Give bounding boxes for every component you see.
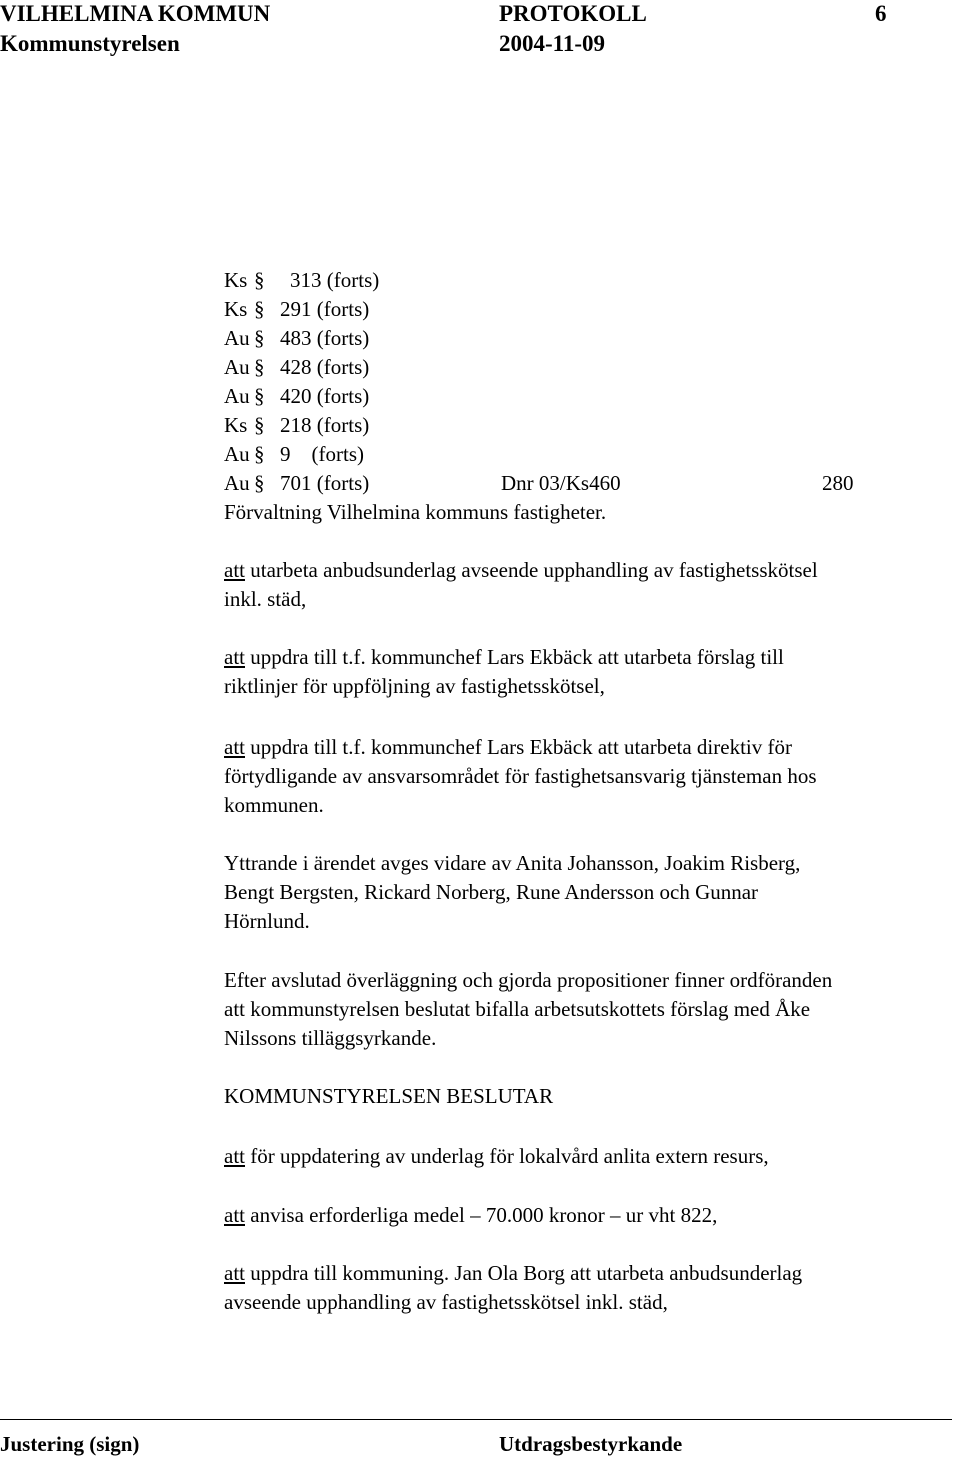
ref-number: 218 (forts) bbox=[280, 413, 370, 437]
footer-justering: Justering (sign) bbox=[0, 1432, 140, 1456]
header-date: 2004-11-09 bbox=[499, 31, 606, 56]
clause-line bbox=[224, 733, 792, 762]
decision-line bbox=[224, 1142, 769, 1171]
ref-number: 9 (forts) bbox=[280, 442, 364, 466]
header-body: Kommunstyrelsen bbox=[0, 31, 180, 56]
paragraph-line: Efter avslutad överläggning och gjorda propositioner finner ordföranden bbox=[224, 968, 833, 992]
ref-number: 313 (forts) bbox=[290, 268, 380, 292]
section-sign-icon: § bbox=[254, 442, 265, 466]
decision-text: anvisa erforderliga medel – 70.000 kronor – ur vht 822, bbox=[245, 1203, 718, 1227]
ref-kind: Ks bbox=[224, 268, 248, 292]
decision-text: för uppdatering av underlag för lokalvård anlita extern resurs, bbox=[245, 1144, 769, 1168]
clause-text: utarbeta anbudsunderlag avseende upphandling av fastighetsskötsel bbox=[245, 558, 818, 582]
clause-line bbox=[224, 556, 818, 585]
clause-text: uppdra till t.f. kommunchef Lars Ekbäck att utarbeta förslag till bbox=[245, 645, 784, 669]
header-doc-type: PROTOKOLL bbox=[499, 1, 647, 26]
ref-line bbox=[224, 324, 369, 353]
ref-number: 291 (forts) bbox=[280, 297, 370, 321]
clause-line: riktlinjer för uppföljning av fastighetsskötsel, bbox=[224, 674, 605, 698]
ref-number: 420 (forts) bbox=[280, 384, 370, 408]
att-keyword: att bbox=[224, 1261, 245, 1285]
ref-number: 483 (forts) bbox=[280, 326, 370, 350]
clause-line: inkl. städ, bbox=[224, 587, 307, 611]
decision-line bbox=[224, 1259, 802, 1288]
ref-line bbox=[224, 411, 369, 440]
ref-kind: Ks bbox=[224, 413, 248, 437]
ref-line bbox=[224, 266, 379, 295]
paragraph-line: att kommunstyrelsen beslutat bifalla arbetsutskottets förslag med Åke bbox=[224, 997, 811, 1021]
footer-divider bbox=[0, 1419, 952, 1420]
section-sign-icon: § bbox=[254, 355, 265, 379]
dnr-number: Dnr 03/Ks460 bbox=[501, 471, 621, 495]
att-keyword: att bbox=[224, 558, 245, 582]
section-sign-icon: § bbox=[254, 326, 265, 350]
att-keyword: att bbox=[224, 645, 245, 669]
ref-line bbox=[224, 440, 364, 469]
ref-kind: Au bbox=[224, 355, 250, 379]
paragraph-line: Hörnlund. bbox=[224, 909, 310, 933]
att-keyword: att bbox=[224, 1144, 245, 1168]
header-page-number: 6 bbox=[875, 1, 887, 26]
ref-kind: Ks bbox=[224, 297, 248, 321]
ref-kind: Au bbox=[224, 471, 250, 495]
ref-kind: Au bbox=[224, 384, 250, 408]
ref-number: 701 (forts) bbox=[280, 471, 370, 495]
paragraph-line: Yttrande i ärendet avges vidare av Anita Johansson, Joakim Risberg, bbox=[224, 851, 801, 875]
ref-line bbox=[224, 295, 369, 324]
ref-kind: Au bbox=[224, 326, 250, 350]
clause-line: förtydligande av ansvarsområdet för fastighetsansvarig tjänsteman hos bbox=[224, 764, 817, 788]
paragraph-line: Nilssons tilläggsyrkande. bbox=[224, 1026, 437, 1050]
footer-utdragsbestyrkande: Utdragsbestyrkande bbox=[499, 1432, 683, 1456]
decision-text: uppdra till kommuning. Jan Ola Borg att utarbeta anbudsunderlag bbox=[245, 1261, 803, 1285]
subject-line: Förvaltning Vilhelmina kommuns fastigheter. bbox=[224, 500, 607, 524]
section-sign-icon: § bbox=[254, 413, 265, 437]
ref-line bbox=[224, 382, 369, 411]
att-keyword: att bbox=[224, 1203, 245, 1227]
decision-line: avseende upphandling av fastighetsskötsel inkl. städ, bbox=[224, 1290, 668, 1314]
section-sign-icon: § bbox=[254, 268, 265, 292]
clause-text: uppdra till t.f. kommunchef Lars Ekbäck att utarbeta direktiv för bbox=[245, 735, 792, 759]
section-sign-icon: § bbox=[254, 384, 265, 408]
reference-page: 280 bbox=[822, 471, 854, 495]
decision-heading: KOMMUNSTYRELSEN BESLUTAR bbox=[224, 1084, 554, 1108]
att-keyword: att bbox=[224, 735, 245, 759]
paragraph-line: Bengt Bergsten, Rickard Norberg, Rune Andersson och Gunnar bbox=[224, 880, 759, 904]
header-org: VILHELMINA KOMMUN bbox=[0, 1, 271, 26]
clause-line bbox=[224, 643, 784, 672]
ref-kind: Au bbox=[224, 442, 250, 466]
decision-line bbox=[224, 1201, 717, 1230]
ref-line bbox=[224, 353, 369, 382]
section-sign-icon: § bbox=[254, 471, 265, 495]
ref-number: 428 (forts) bbox=[280, 355, 370, 379]
clause-line: kommunen. bbox=[224, 793, 324, 817]
section-sign-icon: § bbox=[254, 297, 265, 321]
